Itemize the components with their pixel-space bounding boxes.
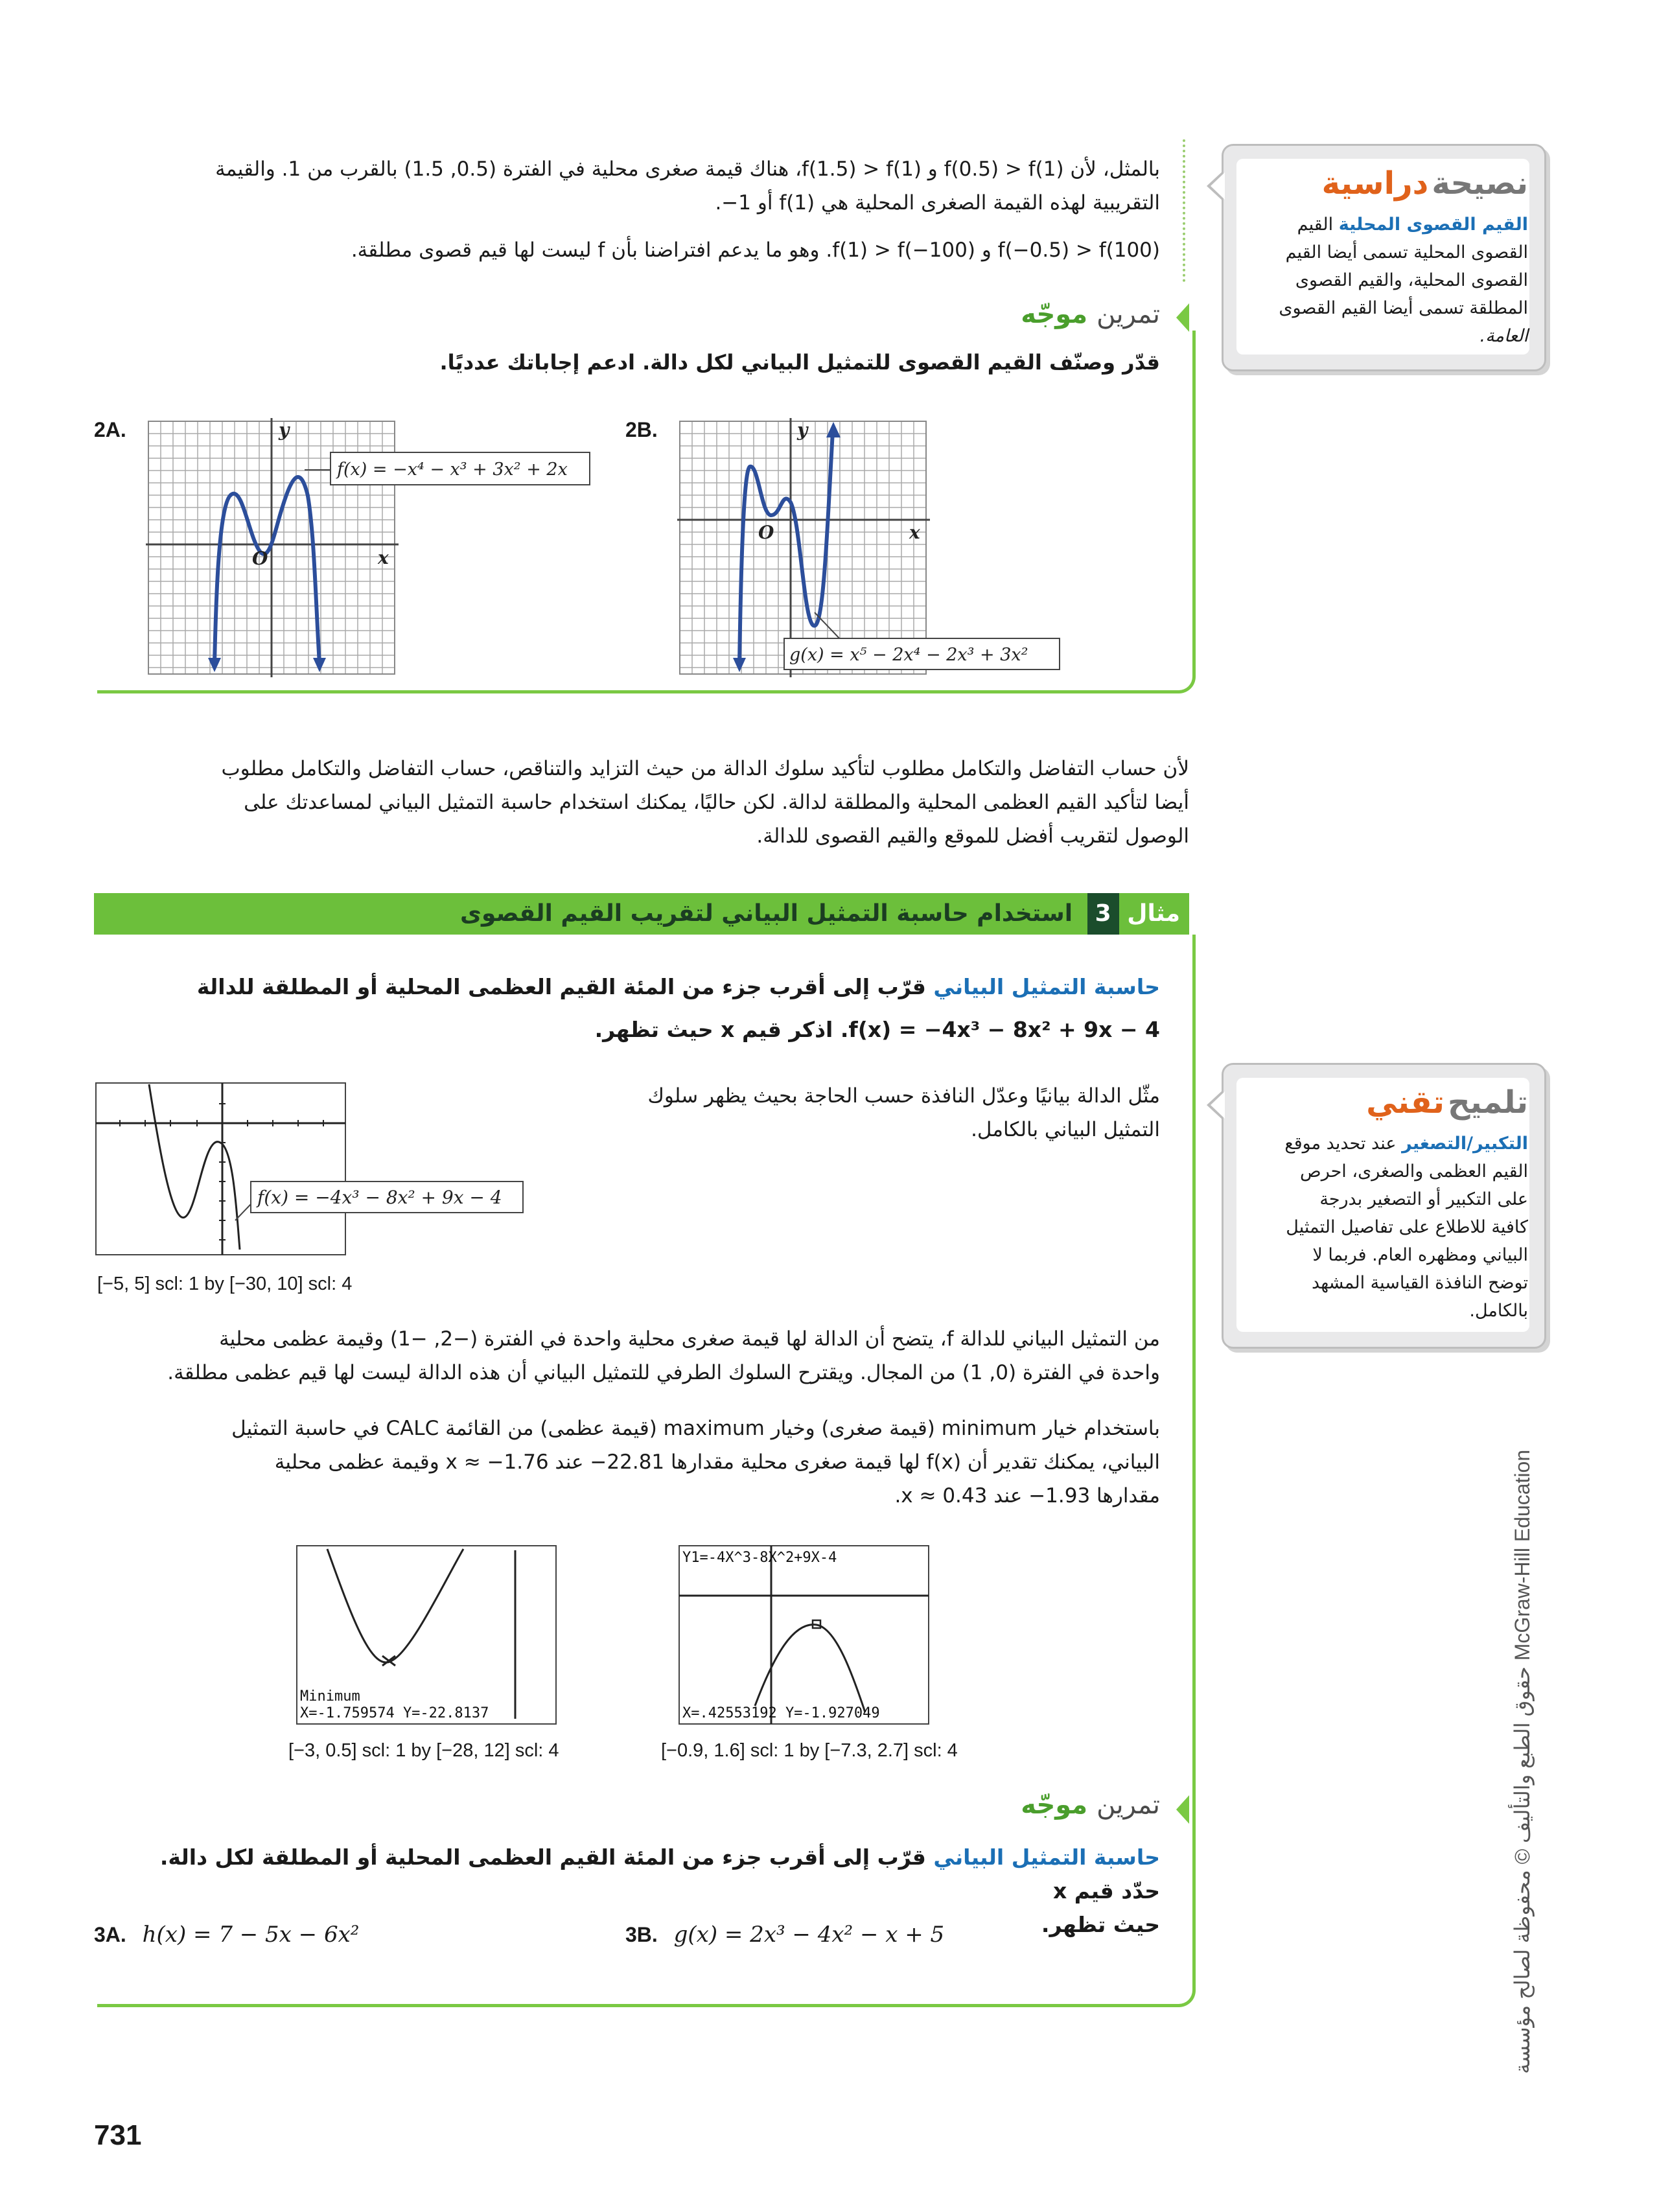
guided-practice-2-heading: [778, 1790, 1160, 1820]
guided-practice-2-heading-part2: موجّه: [1021, 1790, 1088, 1820]
page-number: 731: [94, 2119, 142, 2151]
calculator-screen-1-line-2: X=-1.759574 Y=-22.8137: [300, 1705, 489, 1721]
example-3-graph-screen: [96, 1083, 345, 1255]
guided-practice-1-caret: [1176, 303, 1189, 332]
calc-line-1: باستخدام خيار minimum (قيمة صغرى) وخيار maximum (قيمة عظمى) من القائمة CALC في حاسبة التمثيل: [231, 1417, 1160, 1440]
top-paragraph-2: f(−0.5) > f(100) و f(1) > f(−100). وهو ما يدعم افتراضنا بأن f ليست لها قيم قصوى مطلقة.: [351, 239, 1160, 262]
exercise-2a-label: 2A.: [94, 418, 126, 441]
middle-paragraph-line-3: الوصول لتقريب أفضل للموقع والقيم القصوى للدالة.: [756, 824, 1189, 848]
example-3-banner-word: مثال: [1127, 900, 1180, 927]
graph-instruction: [557, 1079, 1160, 1147]
example-3-banner-title: استخدام حاسبة التمثيل البياني لتقريب القيم القصوى: [460, 900, 1073, 927]
calculator-screen-minimum: [295, 1544, 561, 1727]
calculator-screen-2-bottom: X=.42553192 Y=-1.927049: [682, 1705, 880, 1721]
tech-tip-term: التكبير/التصغير: [1402, 1134, 1528, 1154]
calculator-screen-2-top: Y1=-4X^3-8X^2+9X-4: [682, 1550, 837, 1566]
tech-tip-box: [1222, 1063, 1546, 1349]
exercise-3b: [625, 1922, 944, 1948]
top-paragraph-1-line-2: التقريبية لهذه القيمة الصغرى المحلية هي f(1) أو 1−.: [715, 191, 1160, 215]
tech-tip-title: [1230, 1084, 1528, 1121]
exercise-2a-x-label: x: [378, 547, 389, 568]
exercise-3a-expression: h(x) = 7 − 5x − 6x²: [142, 1922, 360, 1948]
exercise-2a-arrow-right: [313, 658, 326, 672]
guided-practice-2-instruction-line-2: حيث تظهر.: [1041, 1912, 1160, 1937]
study-tip-line-1: القيم: [1297, 215, 1334, 235]
exercise-2b-function-label: g(x) = x⁵ − 2x⁴ − 2x³ + 3x²: [789, 645, 1028, 665]
example-3-prompt-line-2: f(x) = −4x³ − 8x² + 9x − 4. اذكر قيم x حيث تظهر.: [594, 1017, 1160, 1042]
guided-practice-2-tool: حاسبة التمثيل البياني: [933, 1845, 1160, 1870]
calculator-screen-1-window: [−3, 0.5] scl: 1 by [−28, 12] scl: 4: [288, 1740, 559, 1761]
calc-paragraph: [94, 1412, 1160, 1513]
guided-practice-1-instruction: قدّر وصنّف القيم القصوى للتمثيل البياني لكل دالة. ادعم إجاباتك عدديًا.: [439, 350, 1160, 375]
example-3-banner-number: 3: [1087, 893, 1119, 935]
calculator-screen-2-window: [−0.9, 1.6] scl: 1 by [−7.3, 2.7] scl: 4: [661, 1740, 958, 1761]
top-paragraph-1-line-1: بالمثل، لأن f(0.5) > f(1) و f(1.5) > f(1)، هناك قيمة صغرى محلية في الفترة (0.5, 1.5) بالقرب من 1. والقيمة: [215, 157, 1160, 181]
exercise-2a-y-label: y: [279, 419, 290, 441]
tech-tip-title-part2: تقني: [1366, 1084, 1444, 1121]
tech-tip-body: [1236, 1130, 1528, 1325]
tech-tip-line-6: توضح النافذة القياسية المشهد: [1312, 1273, 1528, 1293]
calculator-screen-1-line-1: Minimum: [300, 1688, 360, 1705]
analysis-line-1: من التمثيل البياني للدالة f، يتضح أن الدالة لها قيمة صغرى محلية واحدة في الفترة (−2, −1) وقيمة عظمى محلية: [219, 1327, 1160, 1351]
exercise-2b-x-label: x: [909, 522, 920, 543]
middle-paragraph-line-1: لأن حساب التفاضل والتكامل مطلوب لتأكيد سلوك الدالة من حيث التزايد والتناقص، حساب التفاضل والتكامل مطلوب: [221, 757, 1189, 780]
exercise-2b-origin-label: O: [758, 522, 774, 543]
example-3-prompt: [194, 966, 1160, 1051]
guided-practice-1-dots: [1183, 139, 1185, 282]
analysis-line-2: واحدة في الفترة (0, 1) من المجال. ويقترح السلوك الطرفي للتمثيل البياني أن هذه الدالة ليست لها قيم عظمى مطلقة.: [167, 1361, 1160, 1384]
example-3-banner: [94, 893, 1189, 935]
calculator-screen-maximum: [677, 1544, 933, 1727]
example-3-graph: [94, 1081, 548, 1263]
middle-paragraph: [94, 752, 1189, 853]
graph-instruction-line-2: التمثيل البياني بالكامل.: [971, 1118, 1160, 1141]
exercise-3b-expression: g(x) = 2x³ − 4x² − x + 5: [673, 1922, 945, 1948]
copyright-vertical: حقوق الطبع والتأليف © محفوظة لصالح مؤسسة McGraw-Hill Education: [1511, 1449, 1534, 2074]
guided-practice-1-heading-part1: تمرين: [1096, 299, 1160, 329]
middle-paragraph-line-2: أيضا لتأكيد القيم العظمى المحلية والمطلقة لدالة. لكن حاليًا، يمكنك استخدام حاسبة التمثيل البياني لمساعدتك على: [244, 791, 1189, 814]
exercise-2b-y-label: y: [797, 419, 808, 441]
exercise-2a-curve: [215, 477, 319, 664]
example-3-graph-label: f(x) = −4x³ − 8x² + 9x − 4: [257, 1187, 502, 1208]
tech-tip-line-4: كافية للاطلاع على تفاصيل التمثيل: [1286, 1217, 1528, 1237]
exercise-2b-arrow-down: [733, 658, 746, 672]
top-paragraph-1: [110, 152, 1160, 220]
example-3-tool: حاسبة التمثيل البياني: [933, 974, 1160, 999]
study-tip-notch-inner: [1211, 172, 1225, 200]
tech-tip-notch-inner: [1211, 1091, 1225, 1119]
study-tip-term: القيم القصوى المحلية: [1338, 215, 1528, 235]
study-tip-line-5: العامة.: [1479, 326, 1528, 346]
guided-practice-1-heading-part2: موجّه: [1021, 299, 1088, 329]
exercise-2b-leader: [815, 612, 842, 642]
guided-practice-2-heading-part1: تمرين: [1096, 1790, 1160, 1820]
exercise-2a-graph: [146, 418, 599, 677]
calculator-screen-2-frame: [679, 1546, 929, 1724]
study-tip-box: [1222, 144, 1546, 371]
exercise-3a: [94, 1922, 359, 1948]
tech-tip-line-3: على التكبير أو التصغير بدرجة: [1319, 1189, 1528, 1209]
exercise-3a-label: 3A.: [94, 1923, 126, 1946]
example-3-prompt-line-1: قرّب إلى أقرب جزء من المئة القيم العظمى المحلية أو المطلقة للدالة: [196, 974, 926, 999]
exercise-2a-origin-label: O: [252, 548, 268, 569]
study-tip-line-3: القصوى المحلية، والقيم القصوى: [1295, 270, 1528, 290]
exercise-2b-arrow-up: [826, 422, 841, 437]
exercise-2b-graph: [677, 418, 1066, 677]
tech-tip-line-7: بالكامل.: [1469, 1301, 1528, 1321]
exercise-2b-grid: [680, 421, 926, 674]
calc-line-2: البياني، يمكنك تقدير أن f(x) لها قيمة صغرى محلية مقدارها 22.81− عند x ≈ −1.76 وقيمة عظمى محلية: [274, 1450, 1160, 1474]
guided-practice-2-instruction-line-1: قرّب إلى أقرب جزء من المئة القيم العظمى المحلية أو المطلقة لكل دالة. حدّد قيم x: [159, 1845, 1160, 1903]
analysis-paragraph: [94, 1322, 1160, 1390]
calc-line-3: مقدارها 1.93− عند x ≈ 0.43.: [894, 1484, 1160, 1508]
exercise-2a-function-label: f(x) = −x⁴ − x³ + 3x² + 2x: [337, 460, 568, 480]
study-tip-title: [1230, 165, 1528, 202]
study-tip-title-part2: دراسية: [1321, 165, 1429, 202]
graph-instruction-line-1: مثّل الدالة بيانيًا وعدّل النافذة حسب الحاجة بحيث يظهر سلوك: [647, 1084, 1160, 1108]
study-tip-title-part1: نصيحة: [1432, 165, 1528, 202]
example-3-banner-label: [460, 893, 1180, 935]
tech-tip-line-5: البياني ومظهره العام. فربما لا: [1312, 1245, 1528, 1265]
study-tip-line-4: المطلقة تسمى أيضا القيم القصوى: [1279, 298, 1528, 318]
exercise-3b-label: 3B.: [625, 1923, 658, 1946]
exercise-2b-label: 2B.: [625, 418, 658, 441]
tech-tip-title-part1: تلميح: [1448, 1084, 1528, 1121]
study-tip-line-2: القصوى المحلية تسمى أيضا القيم: [1285, 242, 1528, 262]
guided-practice-2-caret: [1176, 1795, 1189, 1824]
tech-tip-line-1: عند تحديد موقع: [1284, 1134, 1397, 1154]
study-tip-body: [1236, 211, 1528, 350]
tech-tip-line-2: القيم العظمى والصغرى، احرص: [1300, 1161, 1528, 1182]
guided-practice-1-heading: [778, 299, 1160, 329]
example-3-graph-window: [−5, 5] scl: 1 by [−30, 10] scl: 4: [97, 1274, 353, 1294]
